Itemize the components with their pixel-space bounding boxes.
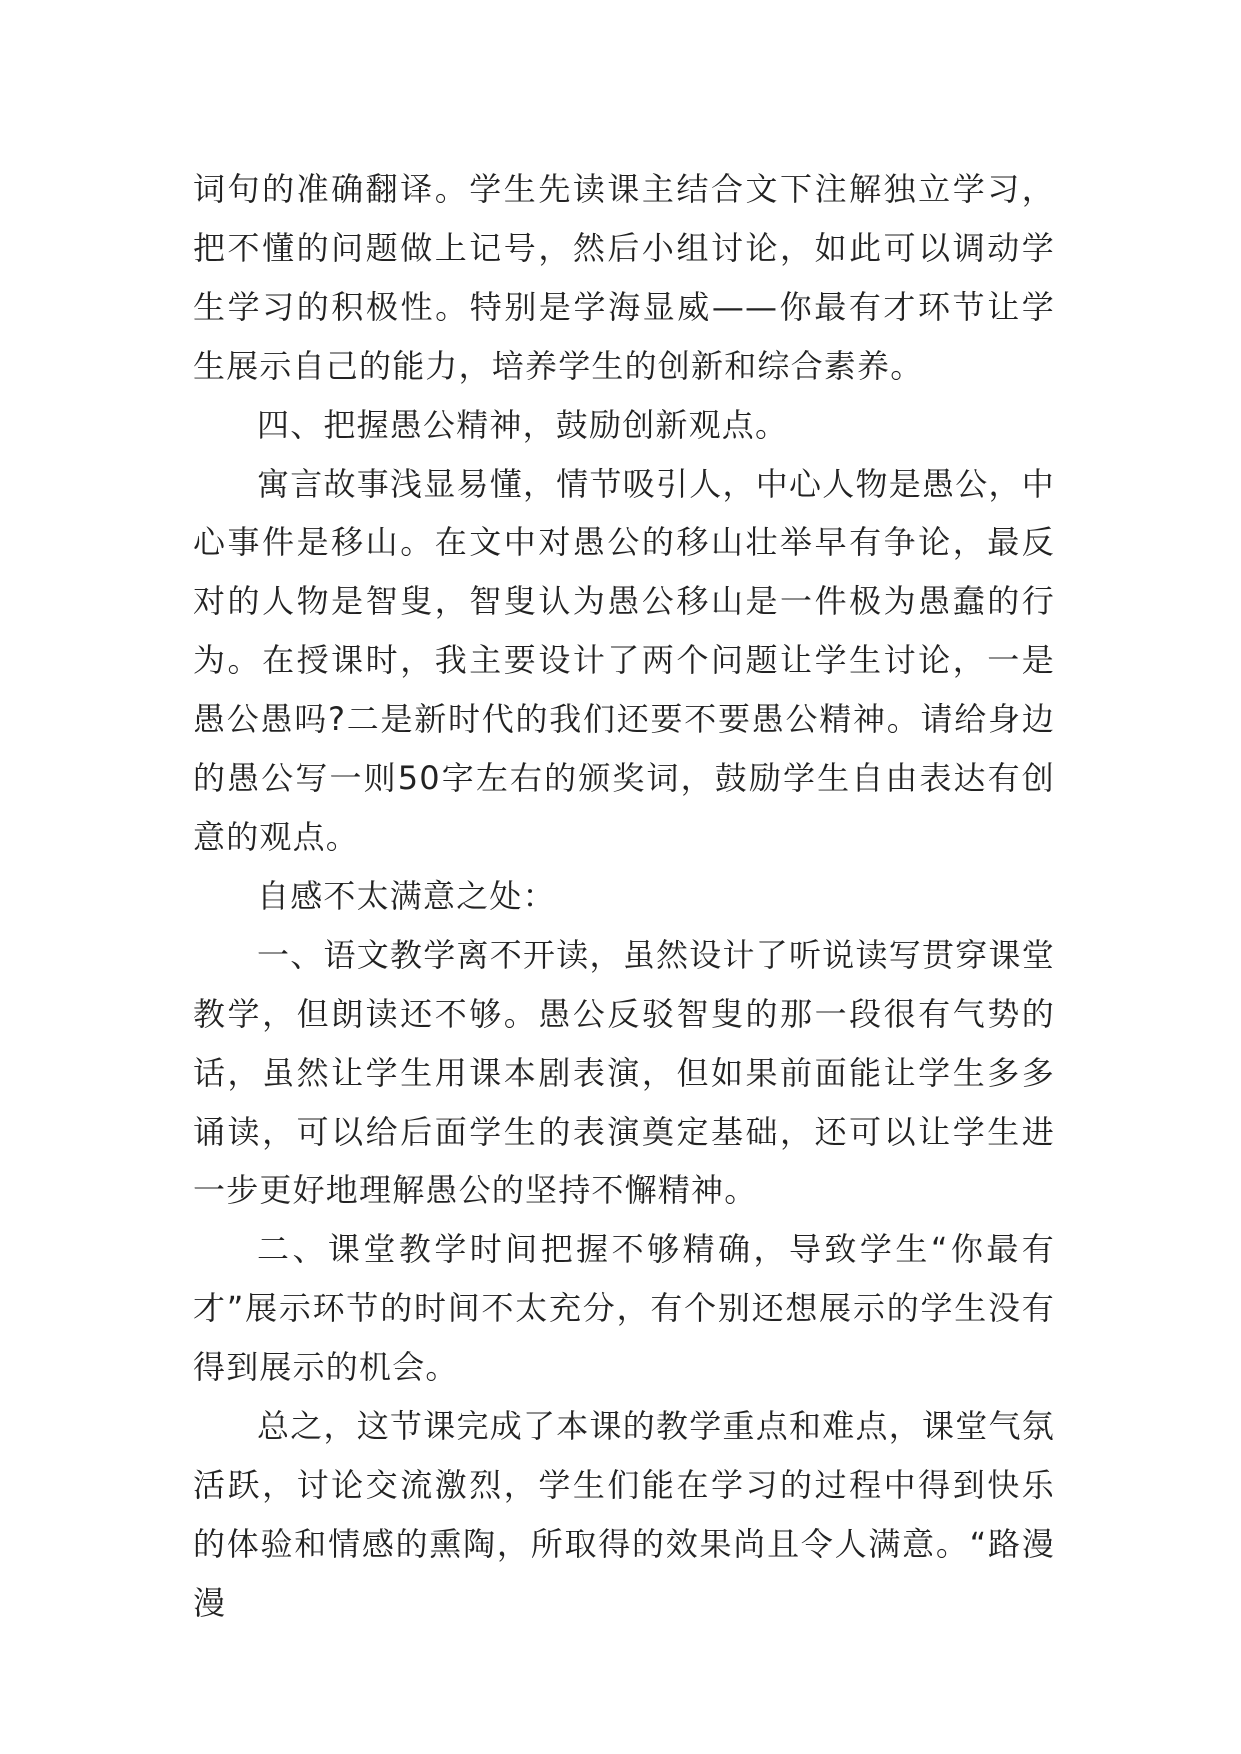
paragraph-dissatisfaction-heading: 自感不太满意之处：	[257, 876, 556, 915]
paragraph-heading-four: 四、把握愚公精神，鼓励创新观点。	[257, 405, 789, 444]
paragraph-fable: 寓言故事浅显易懂，情节吸引人，中心人物是愚公，中心事件是移山。在文中对愚公的移山壮举早有争论，最反对的人物是智叟，智叟认为愚公移山是一件极为愚蠢的行为。在授课时，我主要设计了两个问题让学生讨论，一是愚公愚吗?二是新时代的我们还要不要愚公精神。请给身边的愚公写一则50字左右的颁奖词，鼓励学生自由表达有创意的观点。	[193, 464, 1055, 856]
paragraph-translation: 词句的准确翻译。学生先读课主结合文下注解独立学习，把不懂的问题做上记号，然后小组讨论，如此可以调动学生学习的积极性。特别是学海显威——你最有才环节让学生展示自己的能力，培养学生的创新和综合素养。	[193, 170, 1055, 385]
document-body	[193, 160, 1055, 1633]
paragraph-summary: 总之，这节课完成了本课的教学重点和难点，课堂气氛活跃，讨论交流激烈，学生们能在学习的过程中得到快乐的体验和情感的熏陶，所取得的效果尚且令人满意。“路漫漫	[193, 1407, 1055, 1622]
paragraph-point-two: 二、课堂教学时间把握不够精确，导致学生“你最有才”展示环节的时间不太充分，有个别还想展示的学生没有得到展示的机会。	[193, 1230, 1055, 1387]
paragraph-point-one: 一、语文教学离不开读，虽然设计了听说读写贯穿课堂教学，但朗读还不够。愚公反驳智叟的那一段很有气势的话，虽然让学生用课本剧表演，但如果前面能让学生多多诵读，可以给后面学生的表演奠定基础，还可以让学生进一步更好地理解愚公的坚持不懈精神。	[193, 935, 1055, 1210]
